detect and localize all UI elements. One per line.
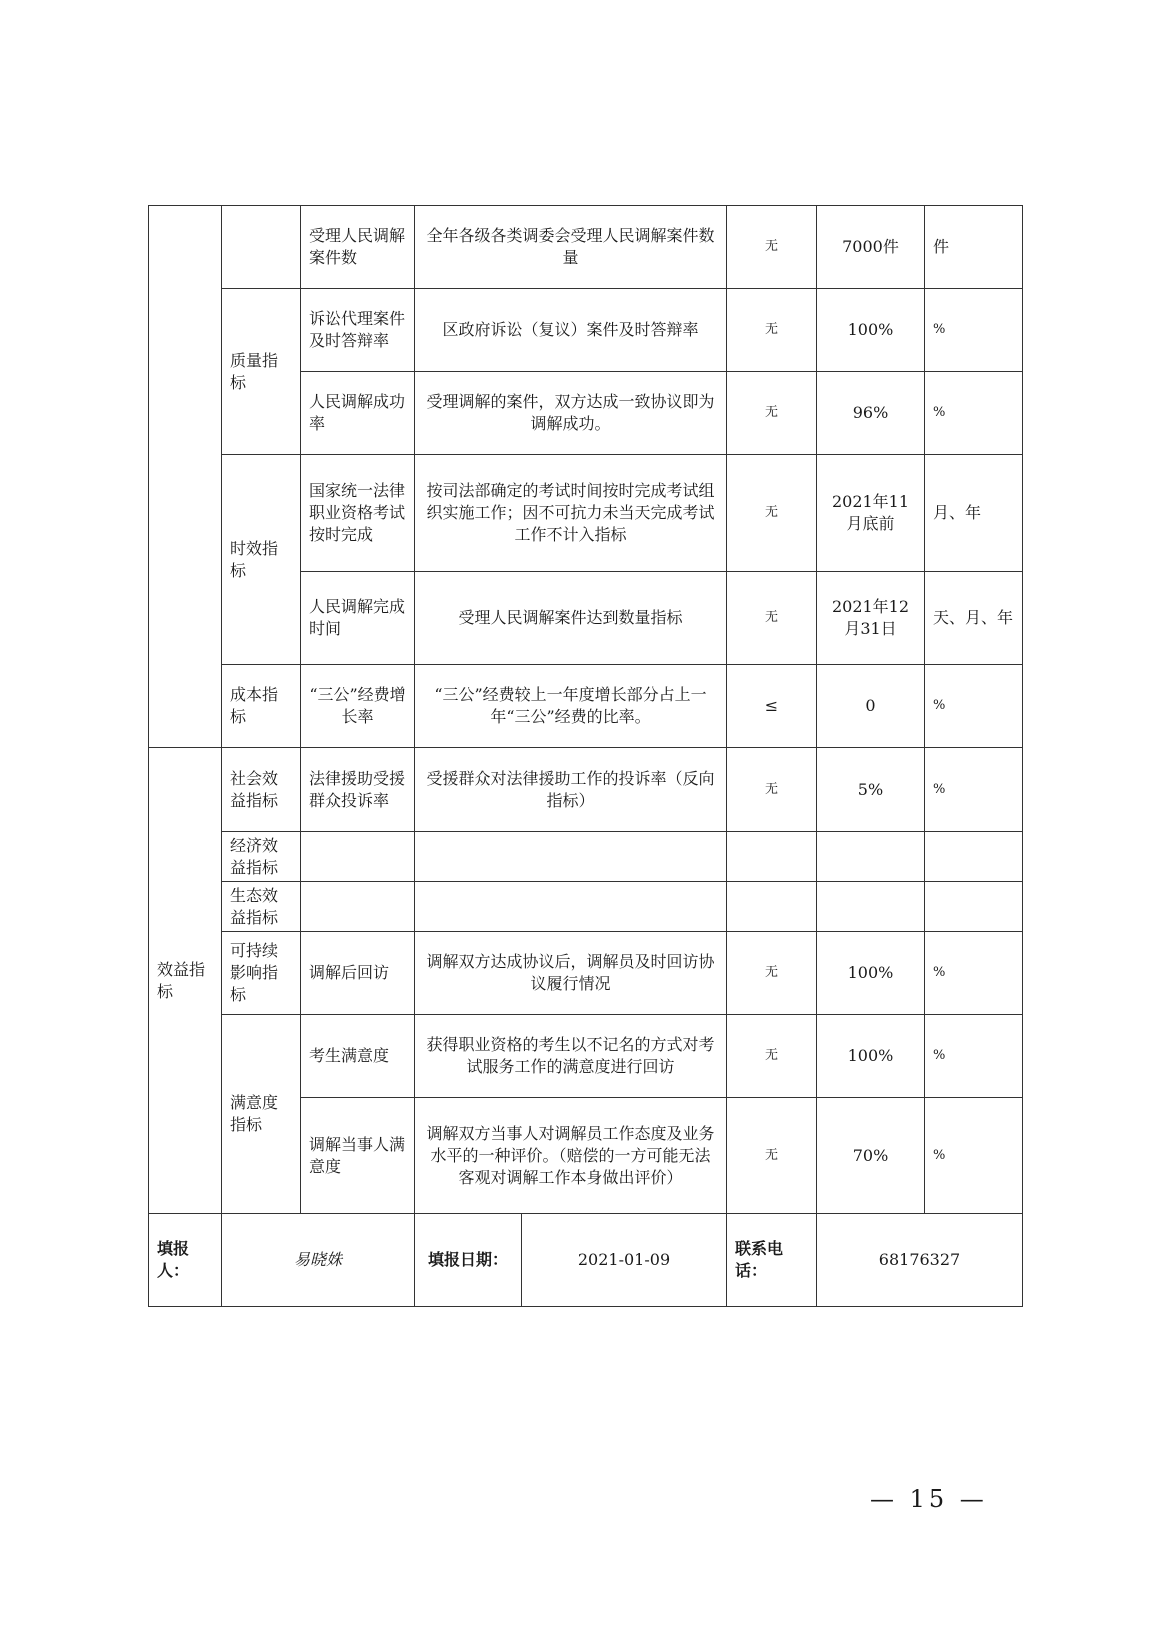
indicator-name: 人民调解成功率	[301, 372, 415, 455]
indicator-target: 100%	[817, 1015, 925, 1098]
table-row	[149, 748, 1023, 832]
indicator-desc: 受理调解的案件，双方达成一致协议即为调解成功。	[415, 372, 727, 455]
indicator-desc: 受援群众对法律援助工作的投诉率（反向指标）	[415, 748, 727, 832]
indicator-name: 调解后回访	[301, 932, 415, 1015]
empty-cell	[301, 832, 415, 882]
indicator-desc: 调解双方达成协议后，调解员及时回访协议履行情况	[415, 932, 727, 1015]
indicator-target: 96%	[817, 372, 925, 455]
empty-cell	[727, 832, 817, 882]
satisfaction-indicator-label: 满意度指标	[222, 1015, 301, 1214]
empty-cell	[727, 882, 817, 932]
level2-quantity-cell	[222, 206, 301, 289]
table-row	[149, 455, 1023, 572]
indicator-target: 5%	[817, 748, 925, 832]
indicator-name: 受理人民调解案件数	[301, 206, 415, 289]
indicator-unit: %	[925, 665, 1023, 748]
indicator-desc: 调解双方当事人对调解员工作态度及业务水平的一种评价。（赔偿的一方可能无法客观对调解工作本身做出评价）	[415, 1098, 727, 1214]
footer-row	[149, 1214, 1023, 1307]
indicator-unit: 天、月、年	[925, 572, 1023, 665]
indicator-name: “三公”经费增长率	[301, 665, 415, 748]
indicator-symbol: 无	[727, 932, 817, 1015]
economic-benefit-label: 经济效益指标	[222, 832, 301, 882]
timeliness-indicator-label: 时效指标	[222, 455, 301, 665]
filler-label: 填报人：	[149, 1214, 222, 1307]
indicator-desc: 受理人民调解案件达到数量指标	[415, 572, 727, 665]
indicator-symbol: 无	[727, 372, 817, 455]
sustainable-impact-label: 可持续影响指标	[222, 932, 301, 1015]
performance-indicator-table	[148, 205, 1023, 1307]
table-row	[149, 206, 1023, 289]
empty-cell	[925, 882, 1023, 932]
indicator-unit: %	[925, 372, 1023, 455]
indicator-unit: %	[925, 748, 1023, 832]
ecological-benefit-label: 生态效益指标	[222, 882, 301, 932]
empty-cell	[817, 832, 925, 882]
indicator-symbol: 无	[727, 1015, 817, 1098]
indicator-desc: 按司法部确定的考试时间按时完成考试组织实施工作；因不可抗力未当天完成考试工作不计入指标	[415, 455, 727, 572]
indicator-target: 70%	[817, 1098, 925, 1214]
indicator-symbol: 无	[727, 1098, 817, 1214]
indicator-symbol: ≤	[727, 665, 817, 748]
phone-value: 68176327	[817, 1214, 1023, 1307]
indicator-symbol: 无	[727, 455, 817, 572]
indicator-unit: %	[925, 1098, 1023, 1214]
indicator-unit: 件	[925, 206, 1023, 289]
table-row	[149, 932, 1023, 1015]
empty-cell	[415, 832, 727, 882]
indicator-desc: 获得职业资格的考生以不记名的方式对考试服务工作的满意度进行回访	[415, 1015, 727, 1098]
indicator-target: 0	[817, 665, 925, 748]
empty-cell	[925, 832, 1023, 882]
social-benefit-label: 社会效益指标	[222, 748, 301, 832]
indicator-desc: 全年各级各类调委会受理人民调解案件数量	[415, 206, 727, 289]
table-row	[149, 665, 1023, 748]
indicator-symbol: 无	[727, 748, 817, 832]
indicator-unit: %	[925, 1015, 1023, 1098]
indicator-name: 调解当事人满意度	[301, 1098, 415, 1214]
filler-name: 易晓姝	[222, 1214, 415, 1307]
phone-label: 联系电话：	[727, 1214, 817, 1307]
quality-indicator-label: 质量指标	[222, 289, 301, 455]
indicator-symbol: 无	[727, 289, 817, 372]
indicator-target: 7000件	[817, 206, 925, 289]
date-value: 2021-01-09	[522, 1214, 727, 1307]
benefit-indicator-label: 效益指标	[149, 748, 222, 1214]
cost-indicator-label: 成本指标	[222, 665, 301, 748]
date-label: 填报日期：	[415, 1214, 522, 1307]
empty-cell	[817, 882, 925, 932]
table-row	[149, 882, 1023, 932]
indicator-symbol: 无	[727, 572, 817, 665]
indicator-target: 100%	[817, 289, 925, 372]
table-row	[149, 1015, 1023, 1098]
indicator-unit: %	[925, 289, 1023, 372]
indicator-target: 2021年12月31日	[817, 572, 925, 665]
empty-cell	[301, 882, 415, 932]
level1-output-cell	[149, 206, 222, 748]
indicator-desc: “三公”经费较上一年度增长部分占上一年“三公”经费的比率。	[415, 665, 727, 748]
indicator-target: 100%	[817, 932, 925, 1015]
indicator-name: 考生满意度	[301, 1015, 415, 1098]
indicator-symbol: 无	[727, 206, 817, 289]
indicator-desc: 区政府诉讼（复议）案件及时答辩率	[415, 289, 727, 372]
table-row	[149, 832, 1023, 882]
indicator-target: 2021年11月底前	[817, 455, 925, 572]
table-row	[149, 289, 1023, 372]
indicator-name: 诉讼代理案件及时答辩率	[301, 289, 415, 372]
indicator-name: 法律援助受援群众投诉率	[301, 748, 415, 832]
page-number: — 15 —	[870, 1485, 988, 1513]
indicator-name: 国家统一法律职业资格考试按时完成	[301, 455, 415, 572]
indicator-name: 人民调解完成时间	[301, 572, 415, 665]
indicator-unit: 月、年	[925, 455, 1023, 572]
empty-cell	[415, 882, 727, 932]
indicator-unit: %	[925, 932, 1023, 1015]
